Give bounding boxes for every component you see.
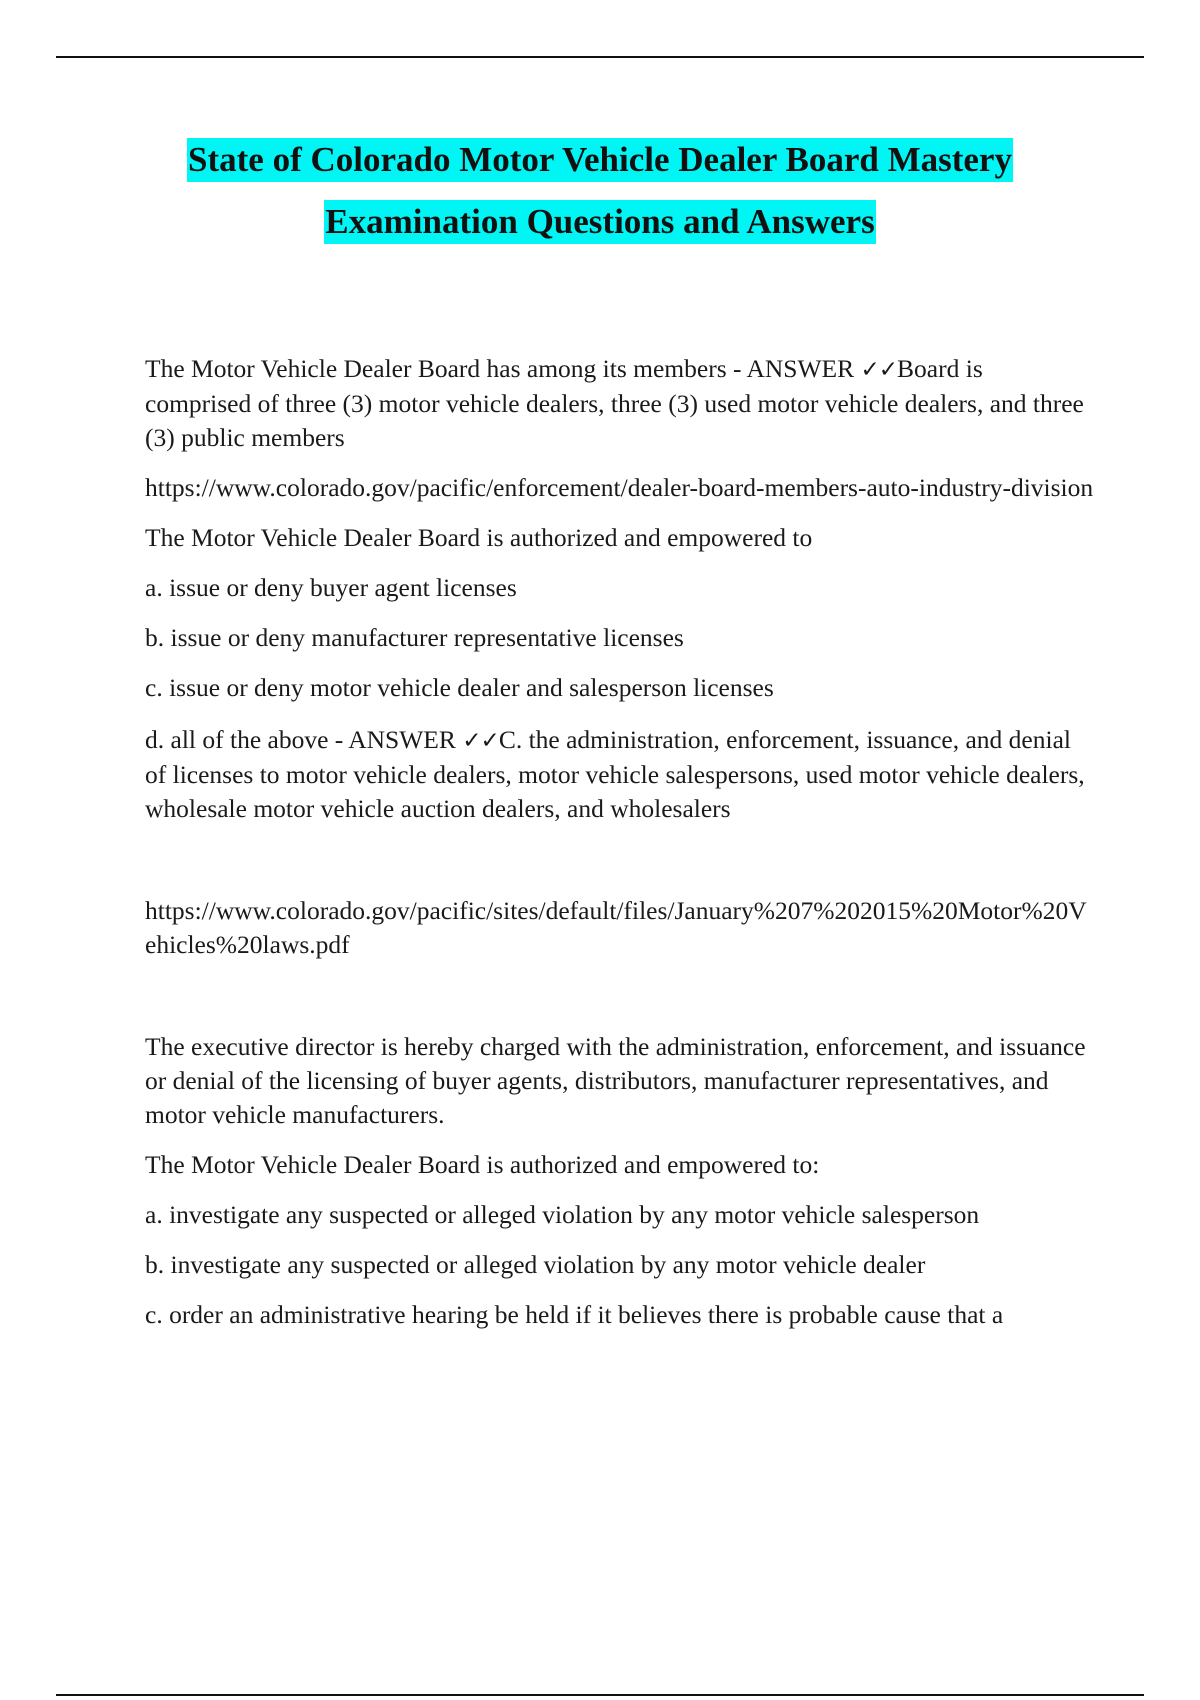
title-line-2: Examination Questions and Answers <box>324 200 875 244</box>
q1-answer: Board is comprised of three (3) motor vehicle dealers, three (3) used motor vehicle dealers, and three (3) public members <box>145 354 1084 452</box>
q3-option-b: b. investigate any suspected or alleged violation by any motor vehicle dealer <box>145 1250 926 1279</box>
q1-paragraph <box>145 352 1095 455</box>
bottom-rule <box>56 1694 1144 1696</box>
document-title <box>0 138 1200 262</box>
q3-option-a: a. investigate any suspected or alleged violation by any motor vehicle salesperson <box>145 1200 980 1229</box>
top-rule <box>56 56 1144 58</box>
document-body <box>145 352 1095 1332</box>
q1-url: https://www.colorado.gov/pacific/enforcement/dealer-board-members-auto-industry-division <box>145 473 1094 502</box>
q2-option-b: b. issue or deny manufacturer representative licenses <box>145 623 684 652</box>
q2-option-d <box>145 723 1095 826</box>
q2-answer: C. the administration, enforcement, issuance, and denial of licenses to motor vehicle dealers, motor vehicle salespersons, used motor vehicle dealers, wholesale motor vehicle auction dealers, and wholesalers <box>145 725 1085 823</box>
q2-note: The executive director is hereby charged with the administration, enforcement, and issuance or denial of the licensing of buyer agents, distributors, manufacturer representatives, and motor vehicle manufacturers. <box>145 1032 1086 1129</box>
q2-question: The Motor Vehicle Dealer Board is authorized and empowered to <box>145 523 813 552</box>
q2-option-a: a. issue or deny buyer agent licenses <box>145 573 517 602</box>
q1-question: The Motor Vehicle Dealer Board has among its members - ANSWER <box>145 354 861 383</box>
q3-option-c: c. order an administrative hearing be held if it believes there is probable cause that a <box>145 1300 1004 1329</box>
q2-option-c: c. issue or deny motor vehicle dealer and salesperson licenses <box>145 673 774 702</box>
q2-option-d-prefix: d. all of the above - ANSWER <box>145 725 463 754</box>
q3-question: The Motor Vehicle Dealer Board is authorized and empowered to: <box>145 1150 820 1179</box>
q2-url: https://www.colorado.gov/pacific/sites/default/files/January%207%202015%20Motor%20Vehicles%20laws.pdf <box>145 896 1087 959</box>
checkmark-icon: ✓✓ <box>462 728 499 754</box>
title-line-1: State of Colorado Motor Vehicle Dealer Board Mastery <box>187 138 1013 182</box>
checkmark-icon: ✓✓ <box>860 357 898 383</box>
